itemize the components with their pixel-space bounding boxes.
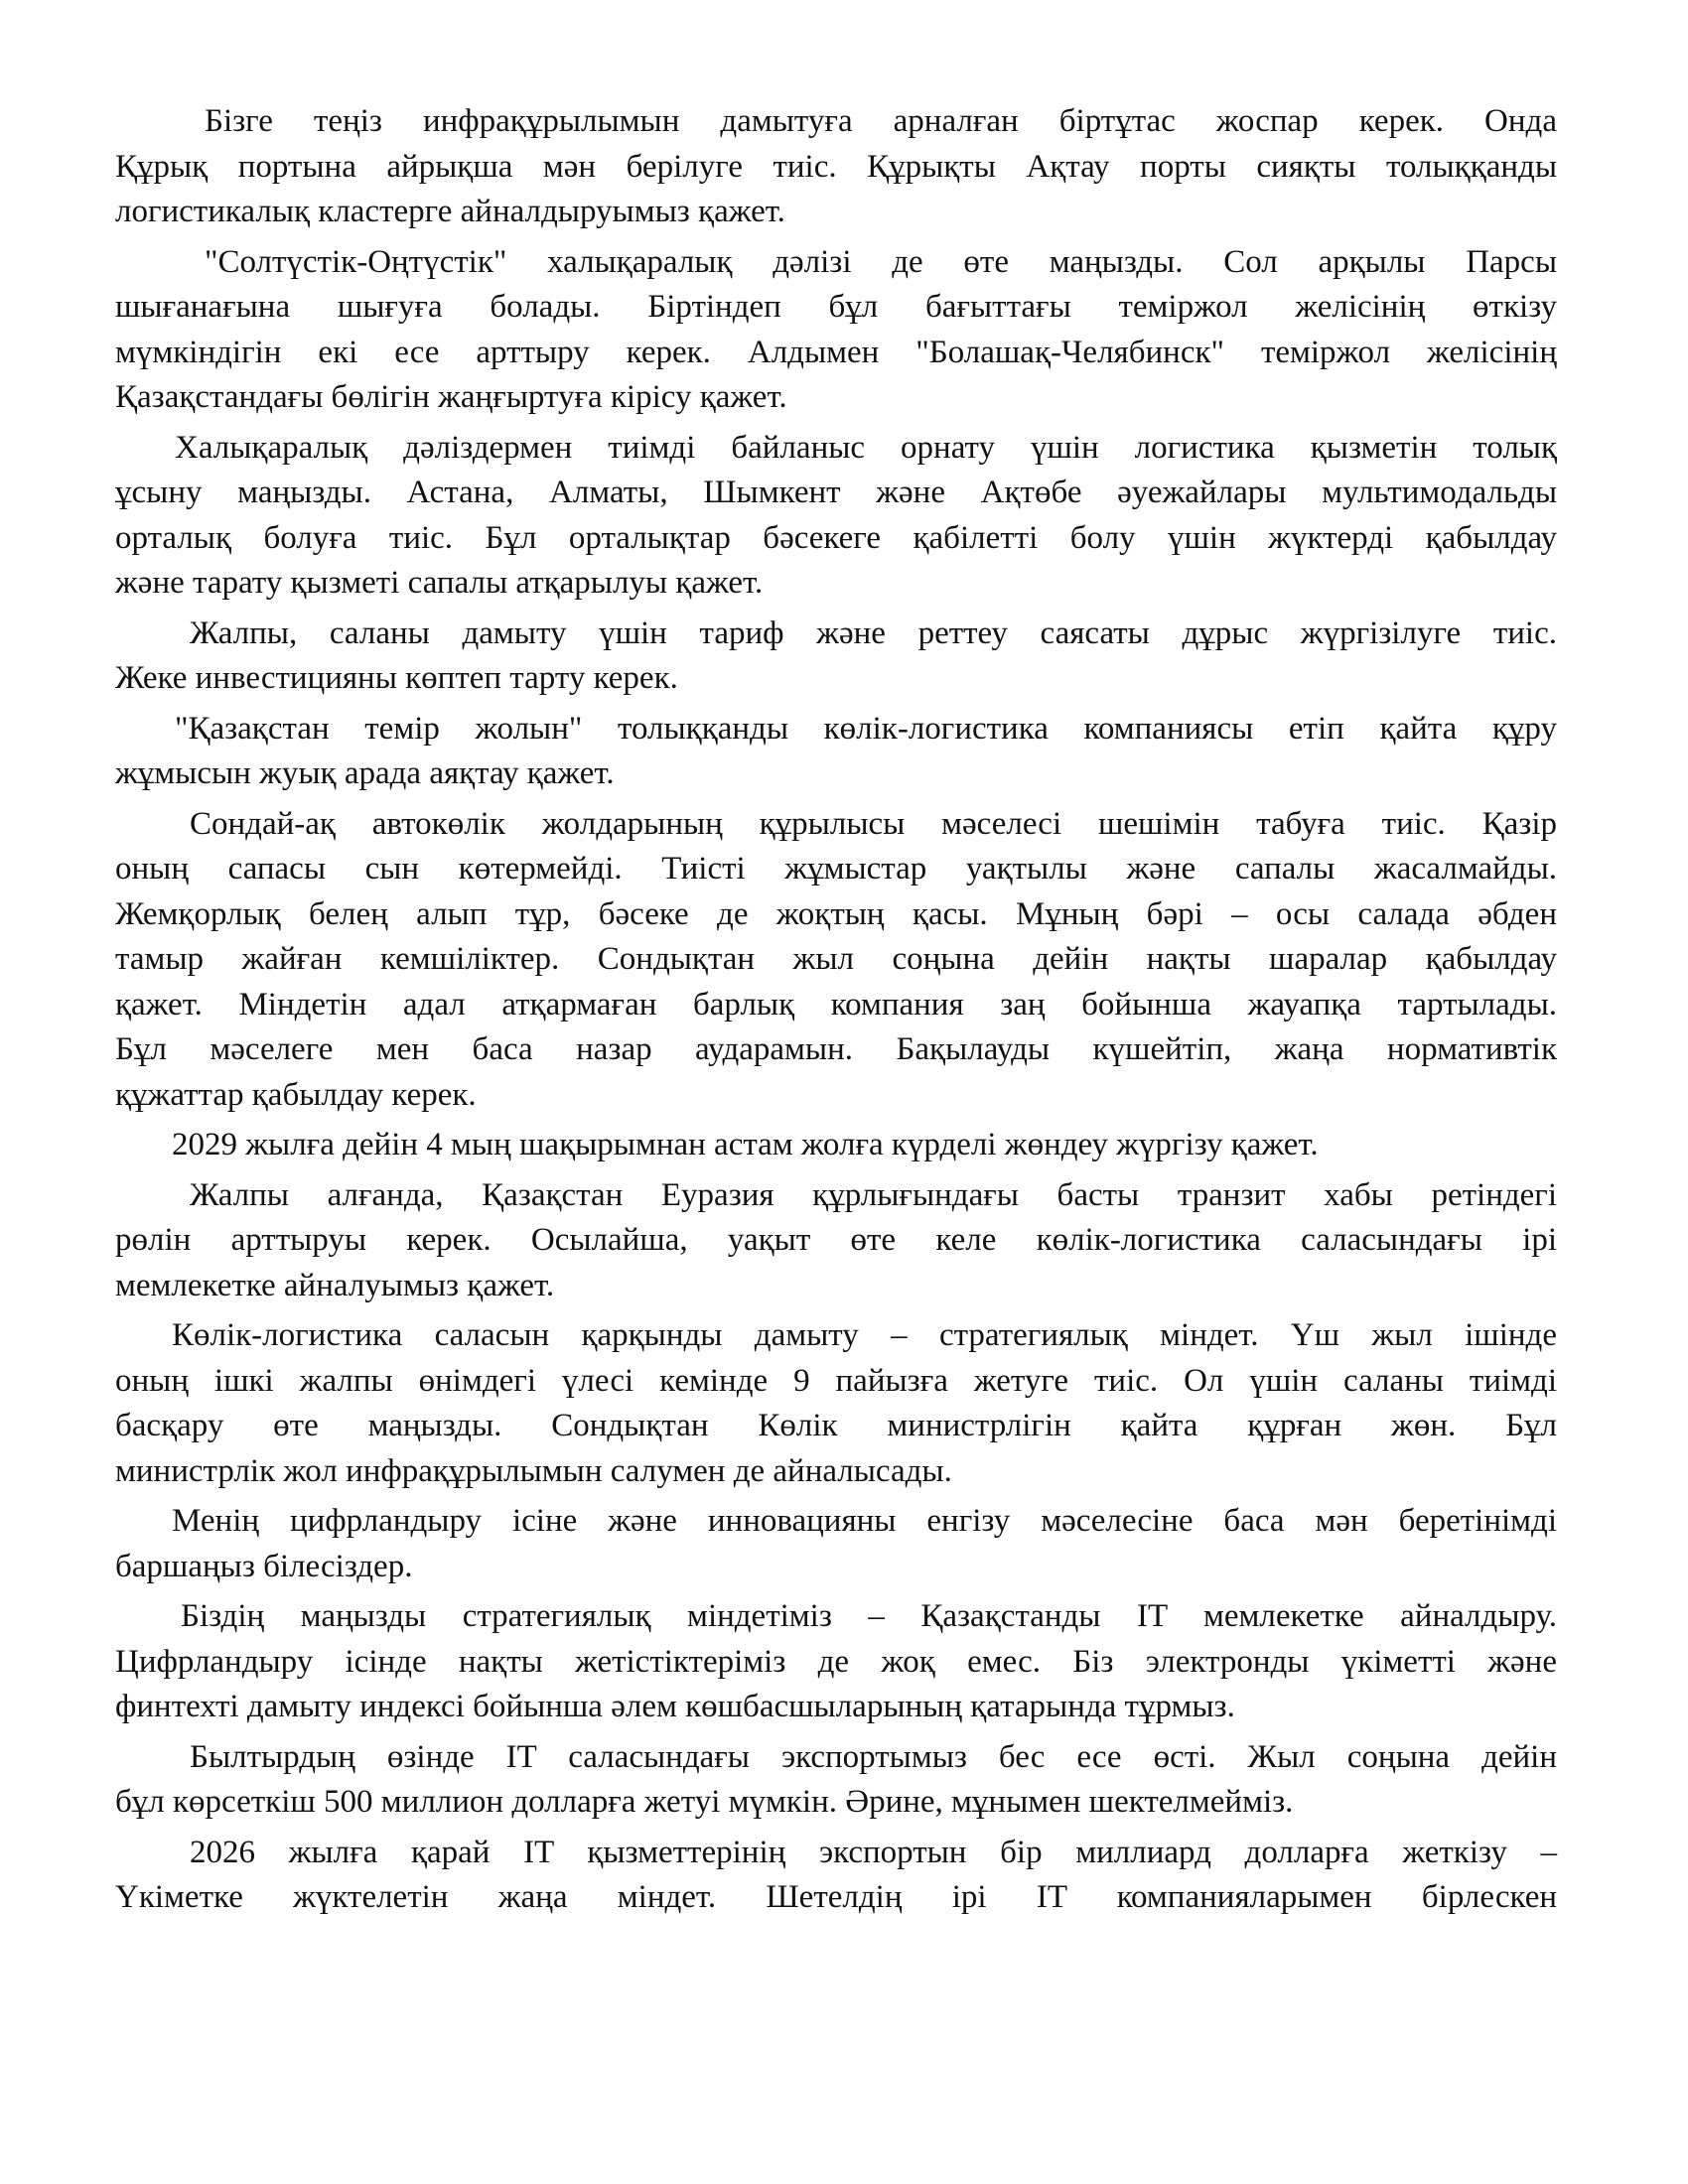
paragraph: [115, 802, 1557, 1119]
paragraph: [115, 1831, 1557, 1921]
paragraph: [115, 426, 1557, 607]
paragraph: [115, 1123, 1557, 1168]
text-line: шығанағына шығуға болады. Біртіндеп бұл бағыттағы теміржол желісінің өткізу: [115, 289, 1557, 325]
text-line: Халықаралық дәліздермен тиімді байланыс орнату үшін логистика қызметін толық: [175, 429, 1557, 466]
text-line: құжаттар қабылдау керек.: [115, 1076, 477, 1113]
text-line: жұмысын жуық арада аяқтау қажет.: [115, 755, 615, 791]
text-line: Қазақстандағы бөлігін жаңғыртуға кірісу қажет.: [115, 379, 787, 415]
text-line: баршаңыз білесіздер.: [115, 1548, 413, 1584]
paragraph: [115, 1173, 1557, 1309]
paragraph: [115, 1735, 1557, 1826]
paragraph: [115, 707, 1557, 797]
text-line: қажет. Міндетін адал атқармаған барлық компания заң бойынша жауапқа тартылады.: [115, 986, 1557, 1023]
text-line: Жемқорлық белең алып тұр, бәсеке де жоқтың қасы. Мұның бәрі – осы салада әбден: [115, 895, 1557, 932]
text-line: министрлік жол инфрақұрылымын салумен де айналысады.: [115, 1452, 952, 1489]
text-line: Бұл мәселеге мен баса назар аударамын. Бақылауды күшейтіп, жаңа нормативтік: [115, 1031, 1557, 1067]
text-line: оның сапасы сын көтермейді. Тиісті жұмыстар уақтылы және сапалы жасалмайды.: [115, 851, 1557, 887]
text-line: Цифрландыру ісінде нақты жетістіктеріміз де жоқ емес. Біз электронды үкіметті және: [115, 1643, 1557, 1680]
text-line: 2026 жылға қарай IT қызметтерінің экспортын бір миллиард долларға жеткізу –: [190, 1834, 1557, 1870]
paragraph: [115, 99, 1557, 235]
text-line: логистикалық кластерге айналдыруымыз қажет.: [115, 194, 785, 229]
text-line: 2029 жылға дейін 4 мың шақырымнан астам жолға күрделі жөндеу жүргізу қажет.: [172, 1127, 1319, 1162]
text-line: Жалпы алғанда, Қазақстан Еуразия құрлығындағы басты транзит хабы ретіндегі: [190, 1176, 1557, 1213]
text-line: Құрық портына айрықша мән берілуге тиіс. Құрықты Ақтау порты сияқты толыққанды: [115, 148, 1557, 185]
text-line: Жалпы, саланы дамыту үшін тариф және реттеу саясаты дұрыс жүргізілуге тиіс.: [190, 614, 1557, 651]
text-line: тамыр жайған кемшіліктер. Сондықтан жыл соңына дейін нақты шаралар қабылдау: [115, 941, 1557, 977]
text-line: мемлекетке айналуымыз қажет.: [115, 1267, 555, 1303]
text-line: Сондай-ақ автокөлік жолдарының құрылысы мәселесі шешімін табуға тиіс. Қазір: [190, 805, 1557, 842]
text-line: Былтырдың өзінде IT саласындағы экспортымыз бес есе өсті. Жыл соңына дейін: [190, 1738, 1557, 1775]
paragraph: [115, 1313, 1557, 1494]
paragraph: [115, 1499, 1557, 1589]
text-line: басқару өте маңызды. Сондықтан Көлік министрлігін қайта құрған жөн. Бұл: [115, 1408, 1557, 1443]
text-line: ұсыну маңызды. Астана, Алматы, Шымкент және Ақтөбе әуежайлары мультимодальды: [115, 475, 1557, 510]
text-line: мүмкіндігін екі есе арттыру керек. Алдымен "Болашақ-Челябинск" теміржол желісінің: [115, 334, 1557, 370]
paragraph: [115, 1594, 1557, 1730]
text-line: оның ішкі жалпы өнімдегі үлесі кемінде 9 пайызға жетуге тиіс. Ол үшін саланы тиімді: [115, 1362, 1557, 1399]
paragraph: [115, 612, 1557, 702]
text-line: Бізге теңіз инфрақұрылымын дамытуға арналған біртұтас жоспар керек. Онда: [205, 103, 1557, 139]
text-line: "Солтүстік-Оңтүстік" халықаралық дәлізі де өте маңызды. Сол арқылы Парсы: [205, 243, 1557, 280]
text-line: рөлін арттыруы керек. Осылайша, уақыт өте келе көлік-логистика саласындағы ірі: [115, 1222, 1557, 1258]
text-line: және тарату қызметі сапалы атқарылуы қажет.: [115, 565, 764, 601]
text-line: бұл көрсеткіш 500 миллион долларға жетуі мүмкін. Әрине, мұнымен шектелмейміз.: [115, 1784, 1294, 1820]
text-line: "Қазақстан темір жолын" толыққанды көлік-логистика компаниясы етіп қайта құру: [175, 710, 1557, 747]
paragraph: [115, 240, 1557, 421]
text-line: Менің цифрландыру ісіне және инновацияны енгізу мәселесіне баса мән беретінімді: [172, 1503, 1557, 1539]
text-line: Біздің маңызды стратегиялық міндетіміз – Қазақстанды IT мемлекетке айналдыру.: [181, 1598, 1557, 1634]
text-line: Үкіметке жүктелетін жаңа міндет. Шетелдің ірі IT компанияларымен бірлескен: [115, 1879, 1557, 1915]
text-line: финтехті дамыту индексі бойынша әлем көшбасшыларының қатарында тұрмыз.: [115, 1689, 1235, 1724]
text-line: орталық болуға тиіс. Бұл орталықтар бәсекеге қабілетті болу үшін жүктерді қабылдау: [115, 519, 1557, 556]
document-body: [115, 99, 1557, 1926]
text-line: Жеке инвестицияны көптеп тарту керек.: [115, 660, 678, 696]
text-line: Көлік-логистика саласын қарқынды дамыту – стратегиялық міндет. Үш жыл ішінде: [172, 1317, 1557, 1353]
